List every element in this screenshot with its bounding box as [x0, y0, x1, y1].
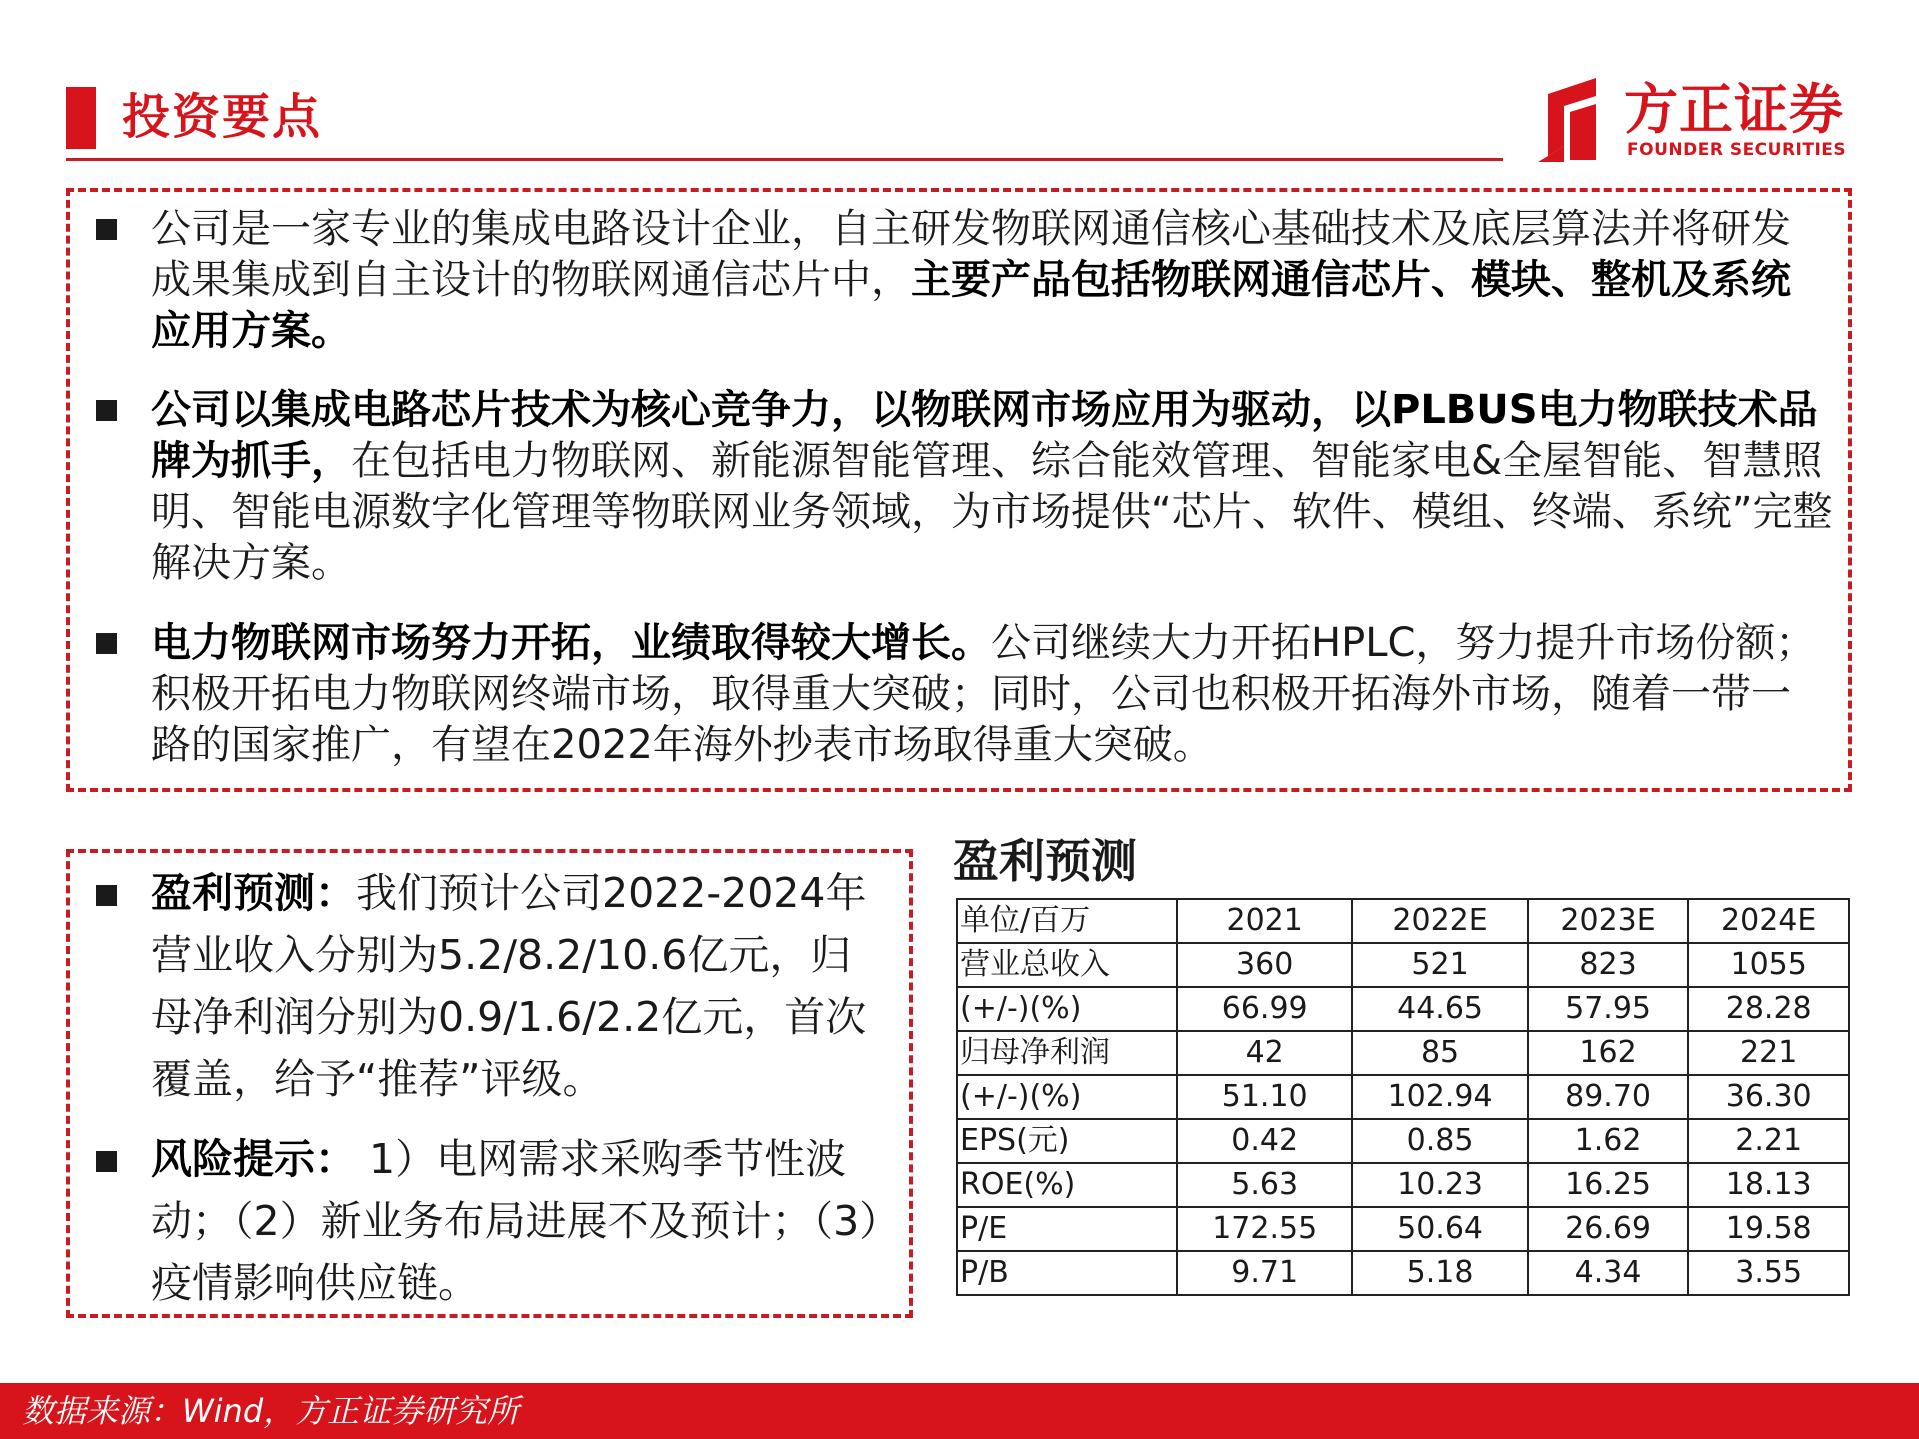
forecast-note [96, 862, 886, 1110]
table-row [957, 1075, 1849, 1119]
table-cell: 10.23 [1352, 1163, 1527, 1207]
logo-text-cn: 方正证券 [1624, 78, 1844, 141]
risk-note-text: 风险提示： 1）电网需求采购季节性波动；（2）新业务布局进展不及预计；（3）疫情影响供应链。 [151, 1135, 880, 1307]
table-row-label: 营业总收入 [957, 943, 1177, 987]
table-cell: 44.65 [1352, 987, 1527, 1031]
table-cell: 521 [1352, 943, 1527, 987]
table-cell: 57.95 [1528, 987, 1689, 1031]
table-cell: 85 [1352, 1031, 1527, 1075]
table-row-label: P/E [957, 1207, 1177, 1251]
table-cell: 102.94 [1352, 1075, 1527, 1119]
table-row [957, 1163, 1849, 1207]
logo-text-en: FOUNDER SECURITIES [1627, 140, 1847, 160]
table-cell: 28.28 [1688, 987, 1849, 1031]
table-row-label: (+/-)(%) [957, 987, 1177, 1031]
table-cell: 19.58 [1688, 1207, 1849, 1251]
table-row-label: ROE(%) [957, 1163, 1177, 1207]
table-cell: 89.70 [1528, 1075, 1689, 1119]
table-row [957, 1251, 1849, 1295]
forecast-note-text: 盈利预测：我们预计公司2022-2024年营业收入分别为5.2/8.2/10.6亿元，归母净利润分别为0.9/1.6/2.2亿元，首次覆盖，给予“推荐”评级。 [151, 869, 867, 1103]
table-cell: 5.63 [1177, 1163, 1352, 1207]
table-cell: 50.64 [1352, 1207, 1527, 1251]
table-row [957, 1119, 1849, 1163]
table-header-cell: 2021 [1177, 899, 1352, 943]
bullet-square-icon [96, 400, 117, 421]
highlight-item [96, 204, 1826, 357]
page-title: 投资要点 [122, 89, 323, 145]
table-cell: 18.13 [1688, 1163, 1849, 1207]
table-cell: 9.71 [1177, 1251, 1352, 1295]
table-header-cell: 2022E [1352, 899, 1527, 943]
table-cell: 4.34 [1528, 1251, 1689, 1295]
table-cell: 2.21 [1688, 1119, 1849, 1163]
table-row-label: 归母净利润 [957, 1031, 1177, 1075]
logo-mark-icon [1534, 76, 1606, 162]
highlight-text: 公司是一家专业的集成电路设计企业，自主研发物联网通信核心基础技术及底层算法并将研发成果集成到自主设计的物联网通信芯片中，主要产品包括物联网通信芯片、模块、整机及系统应用方案。 [151, 206, 1791, 354]
title-accent-bar [66, 87, 96, 149]
bullet-square-icon [96, 633, 117, 654]
table-header-cell: 2023E [1528, 899, 1689, 943]
table-header-cell: 单位/百万 [957, 899, 1177, 943]
table-cell: 221 [1688, 1031, 1849, 1075]
table-cell: 0.42 [1177, 1119, 1352, 1163]
table-cell: 162 [1528, 1031, 1689, 1075]
founder-securities-logo [1534, 70, 1854, 170]
table-header-row [957, 899, 1849, 943]
data-source-note: 数据来源：Wind，方正证券研究所 [22, 1392, 520, 1430]
highlight-item [96, 385, 1836, 589]
table-row-label: P/B [957, 1251, 1177, 1295]
bullet-square-icon [96, 219, 117, 240]
table-cell: 360 [1177, 943, 1352, 987]
table-cell: 0.85 [1352, 1119, 1527, 1163]
highlight-text: 电力物联网市场努力开拓，业绩取得较大增长。公司继续大力开拓HPLC，努力提升市场份额；积极开拓电力物联网终端市场，取得重大突破；同时，公司也积极开拓海外市场，随着一带一路的国家推广，有望在2022年海外抄表市场取得重大突破。 [151, 620, 1816, 768]
bullet-square-icon [96, 885, 117, 906]
table-row [957, 1031, 1849, 1075]
table-cell: 1.62 [1528, 1119, 1689, 1163]
table-cell: 5.18 [1352, 1251, 1527, 1295]
table-header-cell: 2024E [1688, 899, 1849, 943]
table-cell: 36.30 [1688, 1075, 1849, 1119]
table-row [957, 1207, 1849, 1251]
table-cell: 3.55 [1688, 1251, 1849, 1295]
risk-note [96, 1128, 886, 1314]
table-cell: 51.10 [1177, 1075, 1352, 1119]
table-cell: 16.25 [1528, 1163, 1689, 1207]
title-divider [66, 158, 1503, 161]
forecast-table [956, 898, 1850, 1296]
table-cell: 172.55 [1177, 1207, 1352, 1251]
bullet-square-icon [96, 1151, 117, 1172]
table-row [957, 987, 1849, 1031]
highlight-text: 公司以集成电路芯片技术为核心竞争力，以物联网市场应用为驱动，以PLBUS电力物联技术品牌为抓手，在包括电力物联网、新能源智能管理、综合能效管理、智能家电&全屋智能、智慧照明、智能电源数字化管理等物联网业务领域，为市场提供“芯片、软件、模组、终端、系统”完整解决方案。 [151, 387, 1833, 586]
table-cell: 26.69 [1528, 1207, 1689, 1251]
table-row [957, 943, 1849, 987]
table-row-label: (+/-)(%) [957, 1075, 1177, 1119]
table-cell: 42 [1177, 1031, 1352, 1075]
forecast-table-title: 盈利预测 [953, 834, 1137, 888]
table-cell: 66.99 [1177, 987, 1352, 1031]
footer-bar [0, 1383, 1919, 1439]
table-cell: 823 [1528, 943, 1689, 987]
table-row-label: EPS(元) [957, 1119, 1177, 1163]
highlight-item [96, 618, 1826, 771]
table-cell: 1055 [1688, 943, 1849, 987]
